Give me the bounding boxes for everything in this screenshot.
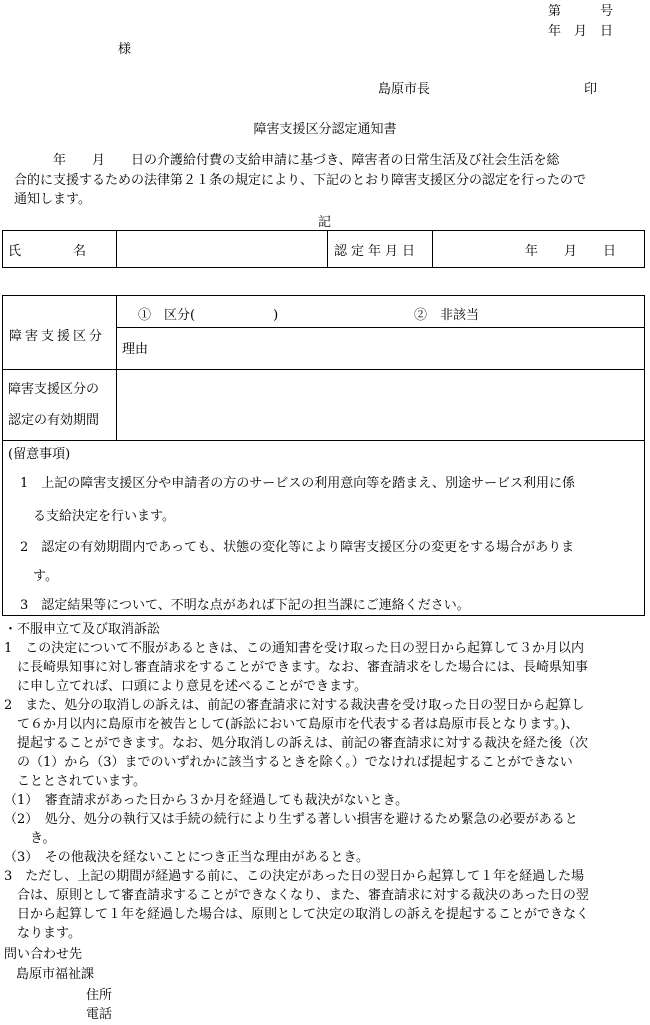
appeal-line: 1 この決定について不服があるときは、この通知書を受け取った日の翌日から起算して３か月以内 bbox=[4, 641, 585, 656]
notes-title: (留意事項) bbox=[8, 447, 71, 462]
certification-date-value: 年 月 日 bbox=[525, 244, 617, 259]
issuer-name: 島原市長 bbox=[378, 82, 431, 97]
reason-label: 理由 bbox=[122, 342, 149, 357]
appeal-line: の（1）から（3）までのいずれかに該当するときを除く。）でなければ提起することができない bbox=[4, 755, 573, 770]
contact-department: 島原市福祉課 bbox=[16, 967, 95, 982]
note-line: 3 認定結果等について、不明な点があれば下記の担当課にご連絡ください。 bbox=[20, 598, 470, 613]
appeal-line: （1） 審査請求があった日から３か月を経過しても裁決がないとき。 bbox=[4, 793, 409, 808]
document-number: 第 号 bbox=[548, 4, 614, 19]
validity-period-field bbox=[120, 372, 640, 436]
appeal-line: に長崎県知事に対し審査請求をすることができます。なお、審査請求をした場合には、長崎県知事 bbox=[4, 660, 588, 675]
document-date: 年 月 日 bbox=[548, 24, 614, 39]
name-field bbox=[120, 232, 323, 266]
seal-mark: 印 bbox=[584, 82, 598, 97]
note-line: す。 bbox=[20, 569, 58, 584]
appeal-line: なります。 bbox=[4, 926, 81, 941]
appeal-line: こととされています。 bbox=[4, 774, 146, 789]
note-line: 1 上記の障害支援区分や申請者の方のサービスの利用意向等を踏まえ、別途サービス利用に係 bbox=[20, 476, 576, 491]
appeal-line: 提起することができます。なお、処分取消しの訴えは、前記の審査請求に対する裁決を経た後（次 bbox=[4, 736, 588, 751]
contact-phone-label: 電話 bbox=[86, 1007, 113, 1022]
ki-label: 記 bbox=[318, 215, 332, 230]
addressee-suffix: 様 bbox=[118, 42, 132, 57]
appeal-heading: ・不服申立て及び取消訴訟 bbox=[4, 622, 161, 637]
appeal-line: に申し立てれば、口頭により意見を述べることができます。 bbox=[4, 679, 367, 694]
intro-line-2: 合的に支援するための法律第２１条の規定により、下記のとおり障害支援区分の認定を行ったので bbox=[14, 173, 587, 188]
appeal-line: て６か月以内に島原市を被告として(訴訟において島原市を代表する者は島原市長となります。)、 bbox=[4, 717, 579, 732]
contact-heading: 問い合わせ先 bbox=[4, 947, 83, 962]
appeal-line: 日から起算して１年を経過した場合は、原則として決定の取消しの訴えを提起することができなく bbox=[4, 907, 590, 922]
validity-label-line-2: 認定の有効期間 bbox=[8, 413, 100, 428]
appeal-line: （3） その他裁決を経ないことにつき正当な理由があるとき。 bbox=[4, 850, 369, 865]
appeal-line: 合は、原則として審査請求することができなくなり、また、審査請求に対する裁決のあった日の翌 bbox=[4, 888, 589, 903]
certification-date-label: 認定年月日 bbox=[334, 244, 420, 259]
note-line: る支給決定を行います。 bbox=[20, 509, 175, 524]
appeal-line: 2 また、処分の取消しの訴えは、前記の審査請求に対する裁決書を受け取った日の翌日から起算し bbox=[4, 698, 585, 713]
intro-line-1: 年 月 日の介護給付費の支給申請に基づき、障害者の日常生活及び社会生活を総 bbox=[14, 153, 560, 168]
category-option: ① 区分( ) bbox=[138, 308, 279, 323]
appeal-line: き。 bbox=[4, 831, 56, 846]
validity-label-line-1: 障害支援区分の bbox=[8, 382, 100, 397]
appeal-line: （2） 処分、処分の執行又は手続の続行により生ずる著しい損害を避けるため緊急の必要があると bbox=[4, 812, 578, 827]
document-title: 障害支援区分認定通知書 bbox=[253, 122, 397, 137]
name-label: 氏 名 bbox=[8, 244, 87, 259]
note-line: 2 認定の有効期間内であっても、状態の変化等により障害支援区分の変更をする場合がありま bbox=[20, 540, 575, 555]
appeal-line: 3 ただし、上記の期間が経過する前に、この決定があった日の翌日から起算して１年を経過した場 bbox=[4, 869, 585, 884]
contact-address-label: 住所 bbox=[86, 988, 113, 1003]
not-applicable-option: ② 非該当 bbox=[414, 308, 480, 323]
support-category-label: 障害支援区分 bbox=[9, 329, 106, 344]
intro-line-3: 通知します。 bbox=[14, 192, 91, 207]
